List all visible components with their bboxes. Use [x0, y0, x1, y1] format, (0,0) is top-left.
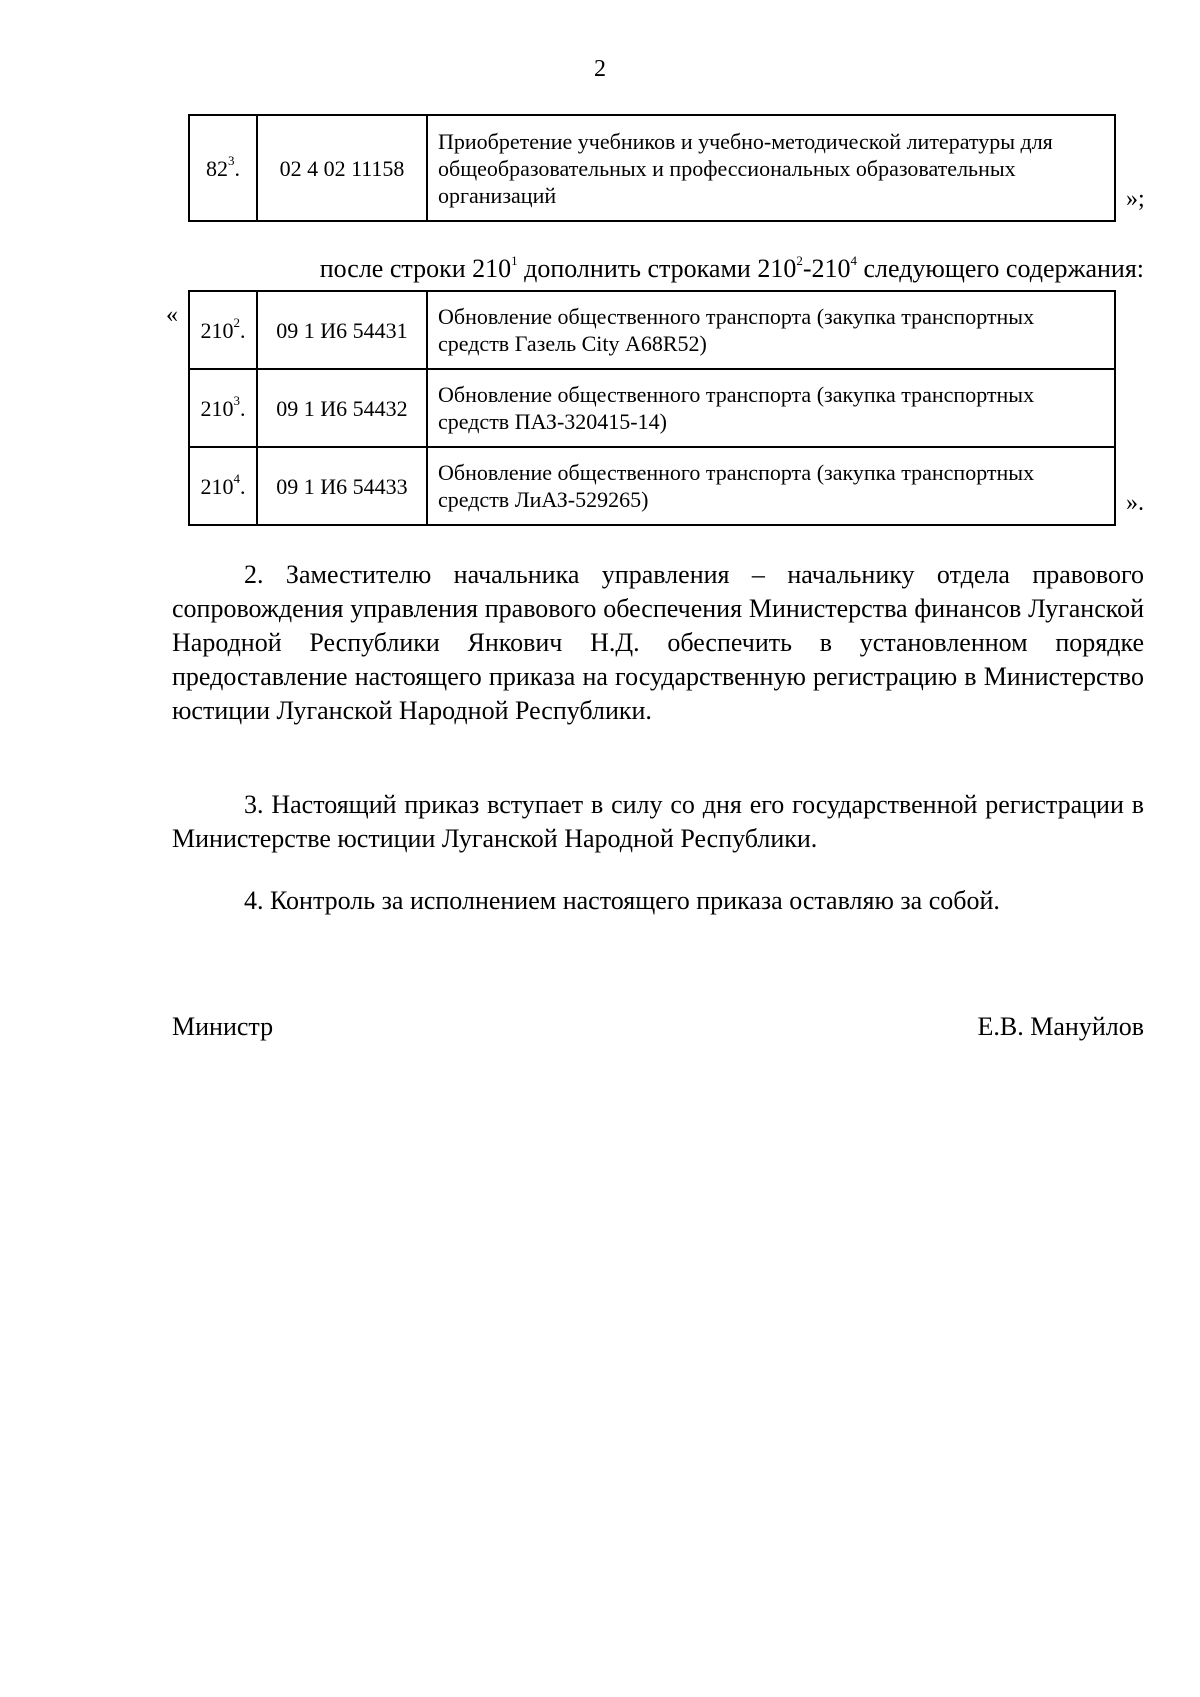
table-row	[189, 447, 1115, 525]
table-row	[189, 115, 1115, 221]
paragraph-3: 3. Настоящий приказ вступает в силу со дня его государственной регистрации в Министерстве юстиции Луганской Народной Республики.	[172, 790, 1144, 853]
budget-table-1	[188, 114, 1116, 222]
row-description: Обновление общественного транспорта (закупка транспортных средств ПАЗ-320415-14)	[427, 369, 1115, 447]
row-number: $210^4$.	[189, 447, 257, 525]
row-description: Обновление общественного транспорта (закупка транспортных средств ЛиАЗ-529265)	[427, 447, 1115, 525]
row-code: 09 1 И6 54433	[257, 447, 427, 525]
closing-quote-1: »;	[1126, 186, 1145, 212]
paragraph-2: 2. Заместителю начальника управления – начальнику отдела правового сопровождения управления правового обеспечения Министерства финансов Луганской Народной Республики Янкович Н.Д. обеспечить в установленном порядке предоставление настоящего приказа на государственную регистрацию в Министерство юстиции Луганской Народной Республики.	[172, 560, 1144, 725]
row-number: $82^3$.	[189, 115, 257, 221]
paragraph-4: 4. Контроль за исполнением настоящего приказа оставляю за собой.	[244, 886, 1000, 915]
table-row	[189, 369, 1115, 447]
row-code: 09 1 И6 54432	[257, 369, 427, 447]
signature-position: Министр	[172, 1012, 274, 1041]
row-number: $210^2$.	[189, 291, 257, 369]
opening-quote-2: «	[166, 302, 178, 328]
budget-table-2	[188, 290, 1116, 526]
table-row	[189, 291, 1115, 369]
row-description: Приобретение учебников и учебно-методической литературы для общеобразовательных и профессиональных образовательных организаций	[427, 115, 1115, 221]
row-code: 02 4 02 11158	[257, 115, 427, 221]
row-code: 09 1 И6 54431	[257, 291, 427, 369]
signature-name: Е.В. Мануйлов	[977, 1012, 1144, 1041]
lead-line: после строки $210^1$ дополнить строками $210^2-210^4$ следующего содержания:	[319, 253, 1144, 283]
row-number: $210^3$.	[189, 369, 257, 447]
row-description: Обновление общественного транспорта (закупка транспортных средств Газель City А68R52)	[427, 291, 1115, 369]
page-number: 2	[594, 56, 606, 82]
closing-quote-2: ».	[1126, 490, 1144, 516]
